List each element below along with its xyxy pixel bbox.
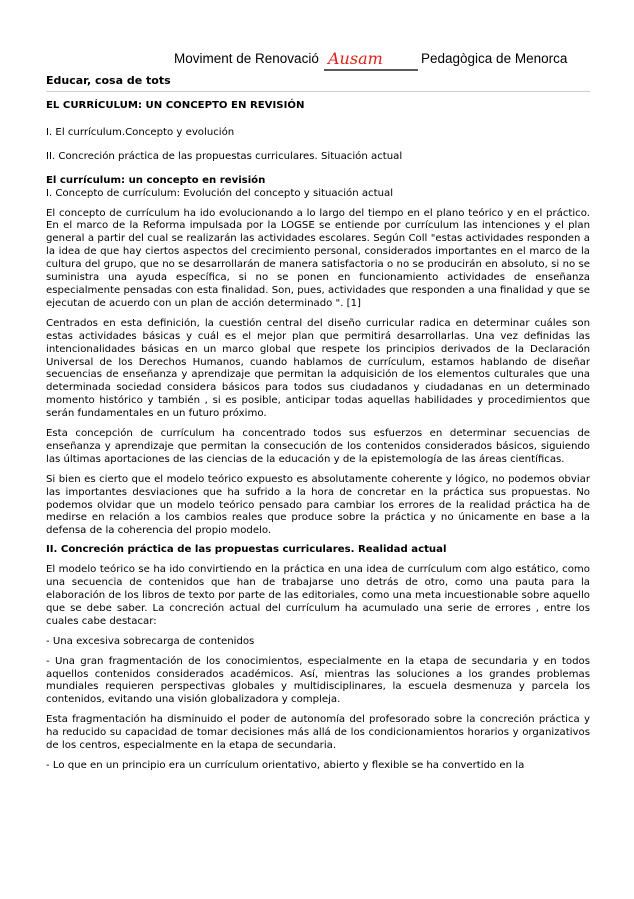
header-left-text: Moviment de Renovació <box>174 51 319 66</box>
paragraph-9: - Lo que en un principio era un currículum orientativo, abierto y flexible se ha convertido en la <box>46 759 525 771</box>
section1-title: El currículum: un concepto en revisión <box>46 174 266 186</box>
paragraph-5: El modelo teórico se ha ido convirtiendo en la práctica en una idea de currículum com algo estático, como una secuencia de contenidos que han de trabajarse uno detrás de otro, como una pauta para la elaboración de los libros de texto por parte de las editoriales, como una meta incuestionable sobre aquello que se debe saber. La concreción actual del currículum ha acumulado una serie de errores , entre los cuales cabe destacar: <box>46 564 590 627</box>
section2-title: II. Concreción práctica de las propuestas curriculares. Realidad actual <box>46 544 447 556</box>
paragraph-3: Esta concepción de currículum ha concentrado todos sus esfuerzos en determinar secuencias de enseñanza y aprendizaje que permitan la consecución de los contenidos considerados básicos, siguiendo las últimas aportaciones de las ciencias de la educación y de la epistemología de las áreas científicas. <box>46 428 590 465</box>
site-name: Educar, cosa de tots <box>46 74 171 87</box>
page-header <box>0 48 634 74</box>
paragraph-6: - Una excesiva sobrecarga de contenidos <box>46 635 255 647</box>
header-right-text: Pedagògica de Menorca <box>421 51 568 66</box>
section1-subtitle: I. Concepto de currículum: Evolución del concepto y situación actual <box>46 187 394 199</box>
header-divider <box>46 91 590 92</box>
toc-link-1[interactable]: I. El currículum.Concepto y evolución <box>46 126 235 138</box>
logo-text: Ausam <box>328 49 383 68</box>
paragraph-2: Centrados en esta definición, la cuestión central del diseño curricular radica en determinar cuáles son estas actividades básicas y cuál es el mejor plan que permitirá desarrollarlas. Una vez definidas las intencionalidades básicas en un marco global que respete los principios derivados de la Declaración Universal de los Derechos Humanos, cuando hablamos de currículum, estamos hablando de diseñar secuencias de enseñanza y aprendizaje que permitan la adquisición de los elementos culturales que una determinada sociedad considera básicos para todos sus ciudadanos y ciudadanas en un determinado momento histórico y también , si es posible, anticipar todas aquellas habilidades y procedimientos que serán fundamentales en un futuro próximo. <box>46 317 590 420</box>
paragraph-4: Si bien es cierto que el modelo teórico expuesto es absolutamente coherente y lógico, no podemos obviar las importantes desviaciones que ha sufrido a la hora de concretar en la práctica sus propuestas. No podemos olvidar que un modelo teórico pensado para cambiar los errores de la realidad práctica ha de medirse en relación a los cambios reales que produce sobre la práctica y no únicamente en base a la defensa de la coherencia del propio modelo. <box>46 473 590 537</box>
article-body <box>46 96 590 773</box>
paragraph-1: El concepto de currículum ha ido evolucionando a lo largo del tiempo en el plano teórico y en el práctico. En el marco de la Reforma impulsada por la LOGSE se entiende por currículum las intenciones y el plan general a partir del cual se realizarán las actividades escolares. Según Coll "estas actividades responden a la idea de que hay ciertos aspectos del crecimiento personal, considerados importantes en el marco de la cultura del grupo, que no se desarrollarán de manera satisfactoria o no se producirán en absoluto, si no se suministra una ayuda específica, si no se ponen en funcionamiento actividades de enseñanza especialmente pensadas con esta finalidad. Son, pues, actividades que responden a una finalidad y que se ejecutan de acuerdo con un plan de acción determinado ". [1] <box>46 207 590 309</box>
mrp-logo <box>322 48 420 72</box>
paragraph-7: - Una gran fragmentación de los conocimientos, especialmente en la etapa de secundaria y en todos aquellos contenidos considerados académicos. Así, mientras las soluciones a los grandes problemas mundiales requieren perspectivas globales y multidisciplinares, la escuela desmenuza y parcela los contenidos, evitando una visión globalizadora y compleja. <box>46 655 590 706</box>
paragraph-8: Esta fragmentación ha disminuido el poder de autonomía del profesorado sobre la concreción práctica y ha reducido su capacidad de tomar decisiones más allá de los condicionamientos horarios y organizativos de los centros, especialmente en la etapa de secundaria. <box>46 714 590 752</box>
toc-link-2[interactable]: II. Concreción práctica de las propuestas curriculares. Situación actual <box>46 150 403 162</box>
article-title: EL CURRÍCULUM: UN CONCEPTO EN REVISIÓN <box>46 100 305 111</box>
